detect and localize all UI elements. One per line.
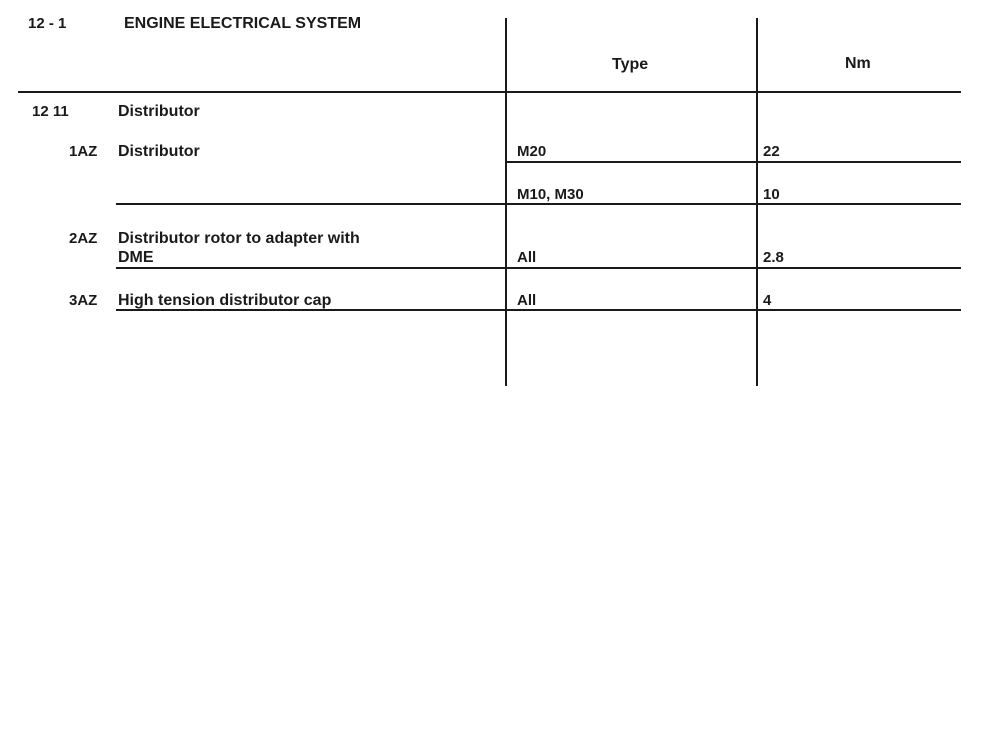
row-underline [507, 161, 961, 163]
item-type: M10, M30 [517, 186, 584, 203]
group-title: Distributor [118, 103, 200, 120]
row-underline [116, 309, 961, 311]
row-underline [116, 203, 961, 205]
header-separator [18, 91, 961, 93]
column-header-type: Type [612, 56, 649, 73]
item-description: Distributor rotor to adapter with [118, 230, 360, 247]
item-type: M20 [517, 143, 547, 160]
item-torque: 4 [763, 292, 772, 309]
item-type: All [517, 249, 537, 266]
item-code: 1AZ [69, 143, 98, 160]
column-divider-nm [756, 18, 758, 386]
group-number: 12 11 [32, 103, 69, 120]
item-code: 3AZ [69, 292, 98, 309]
item-torque: 2.8 [763, 249, 784, 266]
item-description-line2: DME [118, 249, 154, 266]
item-torque: 10 [763, 186, 780, 203]
column-divider-type [505, 18, 507, 386]
item-description: Distributor [118, 143, 200, 160]
section-number: 12 - 1 [28, 15, 67, 32]
item-description: High tension distributor cap [118, 292, 332, 309]
section-title: ENGINE ELECTRICAL SYSTEM [124, 15, 362, 32]
row-underline [116, 267, 961, 269]
item-code: 2AZ [69, 230, 98, 247]
column-header-nm: Nm [845, 55, 871, 72]
item-torque: 22 [763, 143, 780, 160]
item-type: All [517, 292, 537, 309]
